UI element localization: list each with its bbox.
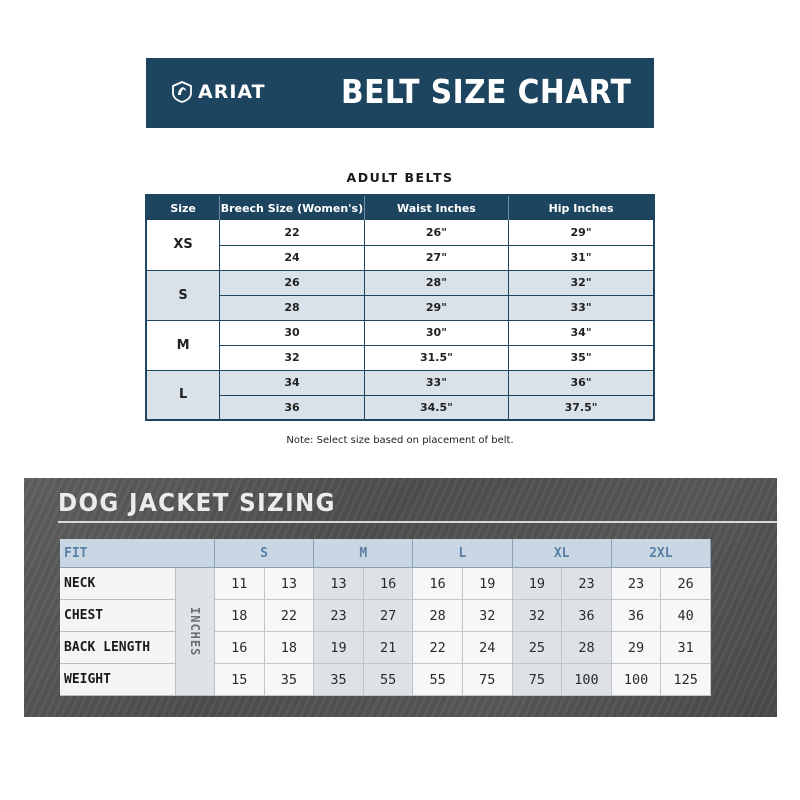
table-row	[146, 270, 654, 295]
dog-jacket-title: DOG JACKET SIZING	[58, 488, 336, 517]
value-cell: 36	[612, 600, 662, 632]
column-header-size: Size	[146, 195, 220, 220]
value-cell: 27	[364, 600, 414, 632]
waist-cell: 26"	[364, 220, 508, 245]
adult-belts-title: ADULT BELTS	[346, 170, 454, 185]
adult-belt-table	[145, 194, 655, 421]
size-header-xl: XL	[513, 539, 612, 568]
value-cell: 16	[413, 568, 463, 600]
hip-cell: 34"	[509, 320, 654, 345]
waist-cell: 29"	[364, 295, 508, 320]
unit-label-cell	[176, 568, 215, 696]
value-cell: 23	[562, 568, 612, 600]
logo-text: ARIAT	[198, 81, 266, 103]
column-header-waist: Waist Inches	[364, 195, 508, 220]
table-header-row	[146, 195, 654, 220]
breech-cell: 30	[220, 320, 365, 345]
value-cell: 36	[562, 600, 612, 632]
value-cell: 13	[314, 568, 364, 600]
size-cell: XS	[146, 220, 220, 270]
value-cell: 18	[215, 600, 265, 632]
row-label-neck: NECK	[60, 568, 176, 600]
value-cell: 40	[661, 600, 711, 632]
header-banner	[146, 58, 654, 128]
value-cell: 23	[314, 600, 364, 632]
value-cell: 18	[265, 632, 315, 664]
value-cell: 15	[215, 664, 265, 696]
waist-cell: 30"	[364, 320, 508, 345]
value-cell: 75	[463, 664, 513, 696]
table-row	[146, 245, 654, 270]
value-cell: 125	[661, 664, 711, 696]
value-cell: 25	[513, 632, 563, 664]
value-cell: 100	[562, 664, 612, 696]
hip-cell: 32"	[509, 270, 654, 295]
hip-cell: 37.5"	[509, 395, 654, 420]
value-cell: 31	[661, 632, 711, 664]
column-header-breech: Breech Size (Women's)	[220, 195, 365, 220]
value-cell: 35	[314, 664, 364, 696]
waist-cell: 33"	[364, 370, 508, 395]
table-row	[146, 370, 654, 395]
value-cell: 24	[463, 632, 513, 664]
dog-jacket-panel	[24, 478, 777, 717]
value-cell: 11	[215, 568, 265, 600]
dog-jacket-table	[60, 539, 736, 696]
value-cell: 28	[562, 632, 612, 664]
value-cell: 19	[314, 632, 364, 664]
hip-cell: 31"	[509, 245, 654, 270]
size-header-m: M	[314, 539, 413, 568]
value-cell: 19	[463, 568, 513, 600]
ariat-logo	[170, 80, 266, 104]
size-cell: L	[146, 370, 220, 420]
value-cell: 35	[265, 664, 315, 696]
unit-label: INCHES	[188, 606, 202, 657]
value-cell: 75	[513, 664, 563, 696]
hip-cell: 33"	[509, 295, 654, 320]
hip-cell: 29"	[509, 220, 654, 245]
breech-cell: 36	[220, 395, 365, 420]
value-cell: 19	[513, 568, 563, 600]
breech-cell: 34	[220, 370, 365, 395]
value-cell: 16	[364, 568, 414, 600]
belt-size-note: Note: Select size based on placement of belt.	[286, 435, 514, 446]
size-header-2xl: 2XL	[612, 539, 711, 568]
table-row	[146, 320, 654, 345]
value-cell: 32	[463, 600, 513, 632]
value-cell: 22	[265, 600, 315, 632]
value-cell: 55	[364, 664, 414, 696]
value-cell: 32	[513, 600, 563, 632]
size-cell: S	[146, 270, 220, 320]
row-label-back-length: BACK LENGTH	[60, 632, 176, 664]
breech-cell: 22	[220, 220, 365, 245]
breech-cell: 24	[220, 245, 365, 270]
row-label-weight: WEIGHT	[60, 664, 176, 696]
page-title: BELT SIZE CHART	[341, 72, 632, 111]
value-cell: 23	[612, 568, 662, 600]
value-cell: 26	[661, 568, 711, 600]
hip-cell: 35"	[509, 345, 654, 370]
size-cell: M	[146, 320, 220, 370]
size-header-s: S	[215, 539, 314, 568]
title-divider	[58, 521, 777, 523]
table-row	[146, 295, 654, 320]
breech-cell: 26	[220, 270, 365, 295]
horse-shield-icon	[170, 80, 194, 104]
hip-cell: 36"	[509, 370, 654, 395]
column-header-hip: Hip Inches	[509, 195, 654, 220]
row-label-chest: CHEST	[60, 600, 176, 632]
waist-cell: 28"	[364, 270, 508, 295]
value-cell: 13	[265, 568, 315, 600]
breech-cell: 28	[220, 295, 365, 320]
table-row	[146, 395, 654, 420]
waist-cell: 31.5"	[364, 345, 508, 370]
value-cell: 28	[413, 600, 463, 632]
waist-cell: 27"	[364, 245, 508, 270]
table-row	[146, 220, 654, 245]
value-cell: 100	[612, 664, 662, 696]
value-cell: 55	[413, 664, 463, 696]
table-row	[146, 345, 654, 370]
value-cell: 22	[413, 632, 463, 664]
size-header-l: L	[413, 539, 512, 568]
waist-cell: 34.5"	[364, 395, 508, 420]
value-cell: 21	[364, 632, 414, 664]
value-cell: 16	[215, 632, 265, 664]
value-cell: 29	[612, 632, 662, 664]
breech-cell: 32	[220, 345, 365, 370]
fit-header: FIT	[60, 539, 215, 568]
